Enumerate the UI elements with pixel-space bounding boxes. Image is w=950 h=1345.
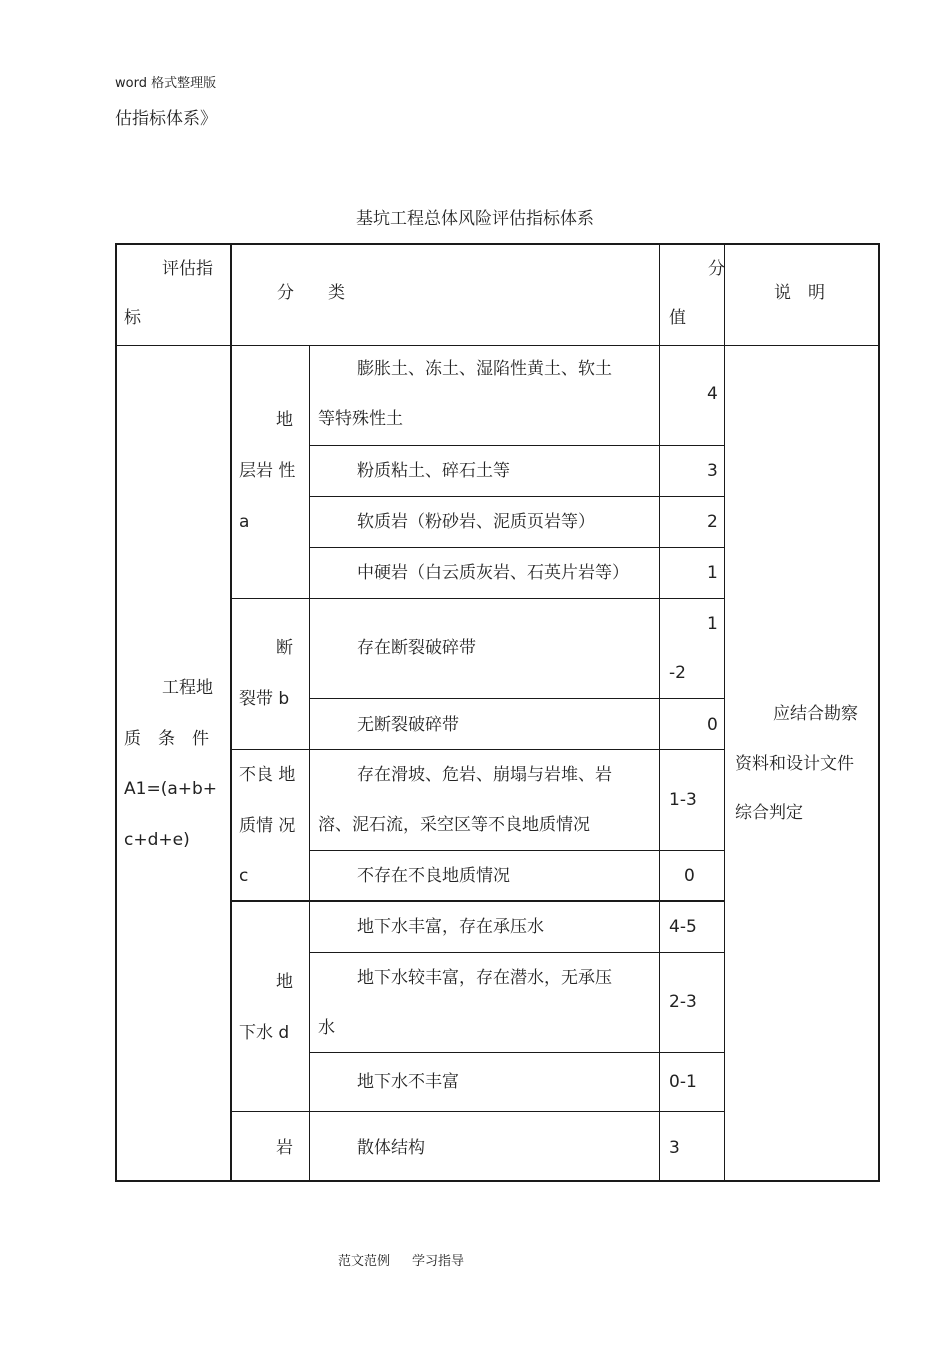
previous-title-fragment: 估指标体系》 <box>115 109 217 129</box>
row-divider <box>309 698 725 699</box>
row-7-desc-line1: 存在滑坡、危岩、崩塌与岩堆、岩 <box>357 765 612 785</box>
row-5-score-line2: -2 <box>669 663 686 683</box>
footer-left: 范文范例 <box>338 1254 391 1269</box>
header-indicator-line2: 标 <box>124 308 141 328</box>
note-line2: 资料和设计文件 <box>735 754 854 774</box>
col-divider-3 <box>659 243 660 1182</box>
row-11-desc: 地下水不丰富 <box>357 1072 459 1092</box>
row-12-desc: 散体结构 <box>357 1138 425 1158</box>
row-10-desc-line2: 水 <box>318 1018 335 1038</box>
header-classification: 分 类 <box>277 283 345 303</box>
row-2-desc: 粉质粘土、碎石土等 <box>357 461 510 481</box>
col-divider-4 <box>724 243 725 1182</box>
table-title: 基坑工程总体风险评估指标体系 <box>356 209 594 229</box>
group-divider <box>230 598 725 599</box>
col-divider-1 <box>230 243 232 1182</box>
table-border-right <box>878 243 880 1182</box>
group-c-line3: c <box>239 866 249 886</box>
row-7-score: 1-3 <box>669 790 697 810</box>
row-11-score: 0-1 <box>669 1072 697 1092</box>
note-line3: 综合判定 <box>735 803 803 823</box>
header-score-line1: 分 <box>708 259 725 279</box>
indicator-line1: 工程地 <box>162 678 213 698</box>
row-8-desc: 不存在不良地质情况 <box>357 866 510 886</box>
group-c-line1: 不良 地 <box>239 765 296 785</box>
indicator-line3: A1=(a+b+ <box>124 779 218 799</box>
note-line1: 应结合勘察 <box>773 704 858 724</box>
indicator-line2: 质 条 件 <box>124 729 209 749</box>
row-3-desc: 软质岩（粉砂岩、泥质页岩等） <box>357 512 595 532</box>
indicator-line4: c+d+e) <box>124 830 190 850</box>
header-score-line2: 值 <box>669 308 686 328</box>
row-9-desc: 地下水丰富，存在承压水 <box>357 917 544 937</box>
row-8-score: 0 <box>684 866 695 886</box>
row-9-score: 4-5 <box>669 917 697 937</box>
header-note: 说 明 <box>774 283 825 303</box>
row-4-score: 1 <box>707 563 718 583</box>
document-header: word 格式整理版 <box>115 76 217 91</box>
group-a-line3: a <box>239 512 250 532</box>
row-1-score: 4 <box>707 384 718 404</box>
group-b-line2: 裂带 b <box>239 689 290 709</box>
row-10-desc-line1: 地下水较丰富，存在潜水，无承压 <box>357 968 612 988</box>
group-a-line2: 层岩 性 <box>239 461 296 481</box>
group-a-line1: 地 <box>276 410 293 430</box>
row-1-desc-line2: 等特殊性土 <box>318 409 403 429</box>
group-divider <box>230 1111 725 1112</box>
group-e-line1: 岩 <box>276 1138 293 1158</box>
row-3-score: 2 <box>707 512 718 532</box>
col-divider-2 <box>309 345 310 1182</box>
row-divider <box>309 1052 725 1053</box>
row-7-desc-line2: 溶、泥石流，采空区等不良地质情况 <box>318 815 590 835</box>
row-6-desc: 无断裂破碎带 <box>357 715 459 735</box>
group-d-line1: 地 <box>276 972 293 992</box>
table-border-left <box>115 243 117 1182</box>
row-5-score-line1: 1 <box>707 614 718 634</box>
group-c-line2: 质情 况 <box>239 816 296 836</box>
row-10-score: 2-3 <box>669 992 697 1012</box>
row-1-desc-line1: 膨胀土、冻土、湿陷性黄土、软土 <box>357 359 612 379</box>
document-footer <box>338 1250 464 1269</box>
group-b-line1: 断 <box>276 638 293 658</box>
row-6-score: 0 <box>707 715 718 735</box>
footer-right: 学习指导 <box>412 1254 465 1269</box>
row-2-score: 3 <box>707 461 718 481</box>
row-12-score: 3 <box>669 1138 680 1158</box>
row-4-desc: 中硬岩（白云质灰岩、石英片岩等） <box>357 563 629 583</box>
header-indicator-line1: 评估指 <box>162 259 213 279</box>
row-5-desc: 存在断裂破碎带 <box>357 638 476 658</box>
group-d-line2: 下水 d <box>239 1023 290 1043</box>
